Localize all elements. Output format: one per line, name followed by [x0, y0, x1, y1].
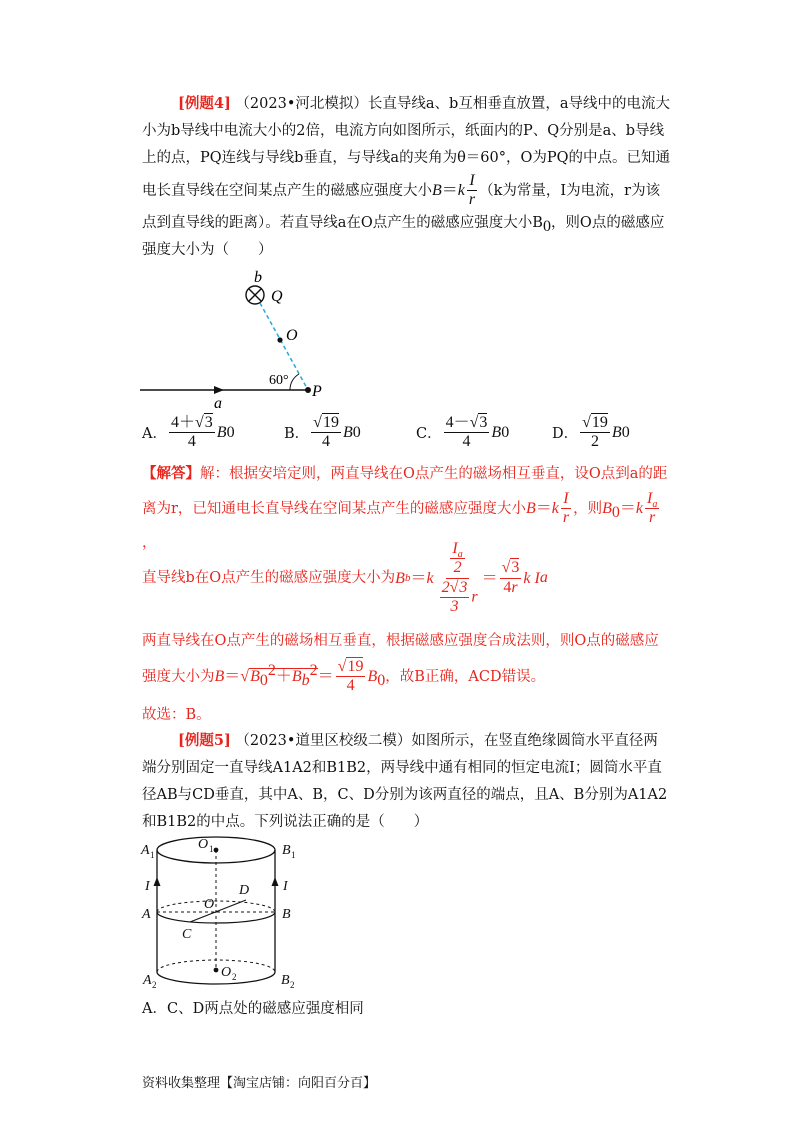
example4-figure: [138, 268, 338, 413]
svg-text:O: O: [204, 897, 215, 912]
example5-tag: [例题5]: [178, 732, 231, 749]
answer4-choice: 故选：B。: [142, 707, 211, 723]
option-a[interactable]: A． $\frac{4+√3}{4}$ B 0: [142, 414, 235, 451]
current-up-arrow-left-icon: [154, 877, 161, 886]
cylinder-bottom: [157, 972, 275, 984]
label-Q: Q: [271, 288, 283, 305]
label-a: a: [214, 395, 222, 412]
svg-text:1: 1: [150, 850, 155, 860]
svg-text:B: B: [282, 843, 291, 858]
svg-text:O: O: [221, 965, 232, 980]
page-footer: 资料收集整理【淘宝店铺：向阳百分百】: [142, 1076, 377, 1091]
answer4-para1: 【解答】解：根据安培定则，两直导线在O点产生的磁场相互垂直，设O点到a的距离为r，已知通电长直导线在空间某点产生的磁感应强度大小B＝k $\frac{I}{r}$ ，则$B_0=k$ $\frac{I_a}{r}$ ，: [142, 465, 668, 551]
example5-figure: [138, 832, 308, 992]
svg-text:A: A: [143, 973, 152, 988]
answer4-para3: 两直导线在O点产生的磁场相互垂直，根据磁感应强度合成法则，则O点的磁感应强度大小为$B=√B_0^2+B_b^2=$ $\frac{√19}{4}$ $B_0$，故B正确，ACD错误。: [142, 633, 659, 695]
svg-text:C: C: [182, 927, 192, 942]
point-P: [305, 387, 311, 393]
label-O: O: [286, 327, 298, 344]
svg-text:D: D: [239, 883, 250, 898]
example4-text-c: ，则O点的磁感应强度大小为（ ）: [142, 214, 665, 258]
option-d[interactable]: D． $\frac{√19}{2}$ B 0: [552, 414, 630, 451]
formula-B-kIr: B: [432, 181, 442, 199]
example4-text-b: （k为常量，I为电流，r为该点到直导线的距离）。若直导线a在O点产生的磁感应强度大小B: [142, 182, 661, 231]
example4-source: （2023•河北模拟）: [235, 96, 368, 112]
answer-tag: 【解答】: [142, 465, 200, 482]
diameter-CD: [190, 900, 246, 922]
example5-option-a[interactable]: A．C、D两点处的磁感应强度相同: [142, 1001, 364, 1017]
svg-text:2: 2: [152, 980, 157, 990]
svg-text:1: 1: [291, 850, 296, 860]
svg-text:B: B: [281, 973, 290, 988]
example5-statement: [例题5] （2023•道里区校级二模）如图所示，在竖直绝缘圆筒水平直径两端分别固定一直导线A1A2和B1B2，两导线中通有相同的恒定电流I；圆筒水平直径AB与CD垂直，其中A、B，C、D分别为该两直径的端点，且A、B分别为A1A2和B1B2的中点。下列说法正确的是（ ）: [142, 732, 668, 830]
label-b: b: [254, 269, 262, 286]
svg-text:A: A: [142, 907, 151, 922]
nested-fraction: $\frac{I_a}{2}$ $\frac{2√3}{3}$ r: [441, 540, 478, 616]
answer4-para2: 直导线b在O点产生的磁感应强度大小为 B b ＝ k $\frac{I_a}{2}$ $\frac{2√3}{3}$ r ＝ $\frac{√3}{4r}$ k I a: [142, 540, 548, 616]
label-P: P: [312, 383, 322, 400]
svg-text:1: 1: [209, 844, 214, 854]
label-angle: 60°: [269, 373, 289, 388]
example4-statement: [例题4] （2023•河北模拟）长直导线a、b互相垂直放置，a导线中的电流大小为b导线中电流大小的2倍，电流方向如图所示，纸面内的P、Q分别是a、b导线上的点，PQ连线与导线b垂直，与导线a的夹角为θ＝60°，O为PQ的中点。已知通电长直导线在空间某点产生的磁感应强度大小B＝k $\frac{I}{r}$ （k为常量，I为电流，r为该点到直导线的距离）。若直导线a在O点产生的磁感应强度大小$B_0$，则O点的磁感应强度大小为（ ）: [142, 95, 671, 258]
svg-text:O: O: [198, 837, 209, 852]
angle-arc: [290, 374, 299, 390]
svg-text:A: A: [141, 843, 150, 858]
svg-text:B: B: [282, 907, 291, 922]
option-b[interactable]: B． $\frac{√19}{4}$ B 0: [284, 414, 361, 451]
svg-text:I: I: [283, 879, 288, 894]
svg-text:I: I: [145, 879, 150, 894]
current-arrow-icon: [214, 386, 224, 394]
current-up-arrow-right-icon: [272, 877, 279, 886]
example4-text-a: 长直导线a、b互相垂直放置，a导线中的电流大小为b导线中电流大小的2倍，电流方向如图所示，纸面内的P、Q分别是a、b导线上的点，PQ连线与导线b垂直，与导线a的夹角为θ＝60°，O为PQ的中点。已知通电长直导线在空间某点产生的磁感应强度大小: [142, 96, 671, 199]
svg-text:2: 2: [232, 972, 237, 982]
option-c[interactable]: C． $\frac{4-√3}{4}$ B 0: [416, 414, 510, 451]
fraction-I-over-r: $\frac{I}{r}$: [468, 172, 476, 209]
example4-tag: [例题4]: [178, 95, 231, 112]
point-O: [277, 337, 282, 342]
svg-text:2: 2: [290, 980, 295, 990]
